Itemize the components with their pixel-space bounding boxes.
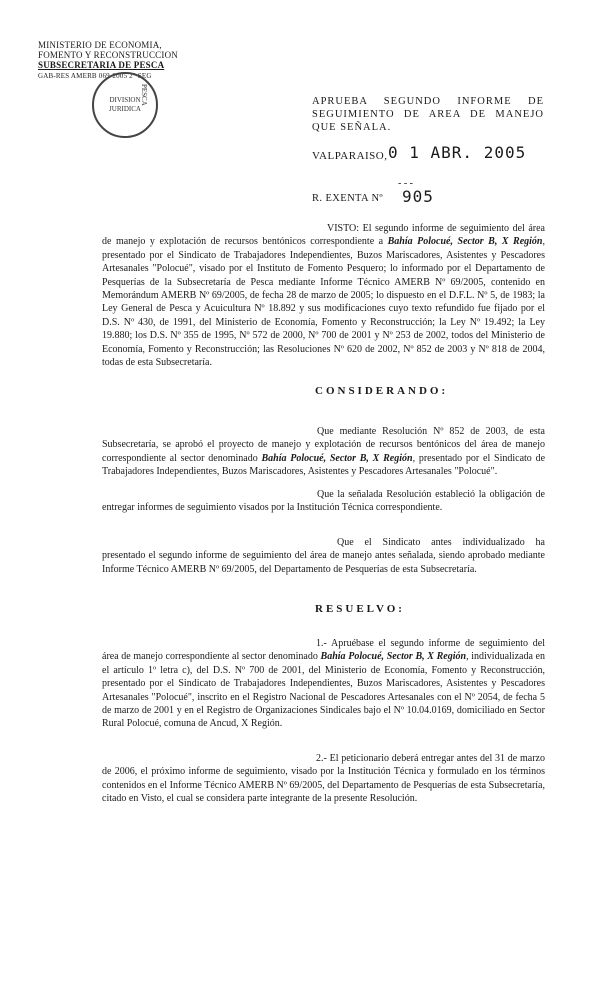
considerando-1-text-b: , presentado por el Sindicato de Trabajadores Independientes, Buzos Mariscadores, Asistentes y Pescadores Artesanales "Polocué".: [102, 452, 546, 478]
visto-text-1: VISTO: El segundo informe de seguimiento del área de manejo y explotación de recursos bentónicos correspondiente a: [102, 223, 545, 248]
resolution-number: 905: [402, 187, 434, 206]
considerando-3: Que el Sindicato antes individualizado ha presentado el segundo informe de seguimiento del área de manejo antes señalada, siendo aprobado mediante Informe Técnico AMERB Nº 69/2005, del Departamento de Pesquerías de esta Subsecretaría.: [102, 537, 545, 575]
resuelvo-heading: RESUELVO:: [315, 603, 405, 615]
considerando-1-text-a: Que mediante Resolución Nº 852 de 2003, de esta Subsecretaría, se aprobó el proyecto de manejo y explotación de recursos bentónicos del área de manejo correspondiente al sector denominado: [102, 426, 545, 464]
visto-paragraph: [102, 222, 545, 369]
visto-text-2: , presentado por el Sindicato de Trabajadores Independientes, Buzos Mariscadores, Asistentes y Pescadores Artesanales "Polocué", visado por el Instituto de Fomento Pesquero; lo informado por el Departamento de Pesquerías de la Subsecretaría de Pesca mediante Informe Técnico AMERB Nº 69/2005, contenido en Memorándum AMERB Nº 69/2005, de fecha 28 de marzo de 2005; lo dispuesto en el D.F.L. Nº 5, de 1983; la Ley General de Pesca y Acuicultura Nº 18.892 y sus modificaciones cuyo texto refundido fue fijado por el D.S. Nº 430, de 1991, del Ministerio de Economía, Fomento y Reconstrucción; la Ley Nº 19.492; la Ley 19.880; los D.S. Nº 355 de 1995, Nº 572 de 2000, Nº 700 de 2001 y Nº 253 de 2002, todos del Ministerio de Economía, Fomento y Reconstrucción; las Resoluciones Nº 620 de 2002, Nº 852 de 2003 y Nº 818 de 2004, todas de esta Subsecretaría.: [102, 236, 545, 369]
resuelvo-1-text-a: 1.- Apruébase el segundo informe de seguimiento del área de manejo correspondiente al sector denominado: [102, 638, 545, 663]
visto-place: Bahía Polocué, Sector B, X Región: [387, 236, 543, 248]
juridica-stamp: [92, 72, 158, 138]
resuelvo-1: [102, 637, 545, 731]
considerando-2: Que la señalada Resolución estableció la obligación de entregar informes de seguimiento visados por la Institución Técnica correspondiente.: [102, 489, 545, 514]
resuelvo-2: 2.- El peticionario deberá entregar antes del 31 de marzo de 2006, el próximo informe de seguimiento, visado por la Institución Técnica y formulado en los términos contenidos en el Informe Técnico AMERB Nº 69/2005, del Departamento de Pesquerías de esta Subsecretaría, citado en Visto, el cual se considera parte integrante de la presente Resolución.: [102, 753, 545, 805]
subsecretaria-line: SUBSECRETARIA DE PESCA: [38, 60, 165, 70]
stamp-side-text: PESCA: [140, 84, 148, 106]
date-stamp: 0 1 ABR. 2005: [388, 143, 527, 162]
resolution-label: R. EXENTA Nº: [312, 193, 384, 204]
reference-code: GAB-RES AMERB 069-2005 2° SEG: [38, 72, 152, 80]
considerando-heading: CONSIDERANDO:: [315, 385, 449, 397]
resuelvo-1-place: Bahía Polocué, Sector B, X Región: [320, 651, 467, 663]
ministry-line-2: FOMENTO Y RECONSTRUCCION: [38, 50, 178, 60]
place-label: VALPARAISO,: [312, 150, 388, 162]
document-title: APRUEBA SEGUNDO INFORME DE SEGUIMIENTO DE AREA DE MANEJO QUE SEÑALA.: [312, 96, 544, 133]
considerando-1: [102, 425, 545, 479]
resuelvo-1-text-b: , individualizada en el artículo 1º letra c), del D.S. Nº 700 de 2001, del Ministerio de Economía, Fomento y Reconstrucción, presentado por el Sindicato de Trabajadores Independientes, Buzos Mariscadores, Asistentes y Pescadores Artesanales "Polocué", inscrito en el Registro Nacional de Pescadores Artesanales con el Nº 2054, de fecha 5 de marzo de 2001 y en el Registro de Organizaciones Sindicales bajo el Nº 10.04.0169, domiciliado en Sector Rural Polocué, comuna de Ancud, X Región.: [102, 651, 545, 730]
ministry-line-1: MINISTERIO DE ECONOMIA,: [38, 40, 162, 50]
separator-dash: - - -: [398, 178, 413, 189]
stamp-line-1: DIVISION: [109, 96, 141, 104]
considerando-1-place: Bahía Polocué, Sector B, X Región: [261, 452, 413, 464]
stamp-line-2: JURIDICA: [109, 105, 141, 113]
